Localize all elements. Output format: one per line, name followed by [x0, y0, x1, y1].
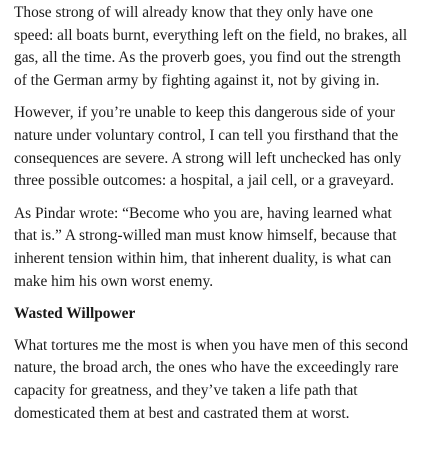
paragraph: As Pindar wrote: “Become who you are, having learned what that is.” A strong-willed man must know himself, because that inherent tension within him, that inherent duality, is what can make him his own worst enemy. — [14, 204, 397, 290]
paragraph: However, if you’re unable to keep this dangerous side of your nature under voluntary control, I can tell you firsthand that the consequences are severe. A strong will left unchecked has only three possible outcomes: a hospital, a jail cell, or a graveyard. — [14, 104, 402, 190]
section-heading: Wasted Willpower — [14, 305, 136, 323]
paragraph: What tortures me the most is when you have men of this second nature, the broad arch, the ones who have the exceedingly rare capacity for greatness, and they’ve taken a life path that domesticated them at best and castrated them at worst. — [14, 336, 409, 422]
paragraph: Those strong of will already know that they only have one speed: all boats burnt, everything left on the field, no brakes, all gas, all the time. As the proverb goes, you find out the strength of the German army by fighting against it, not by giving in. — [14, 4, 408, 89]
document-page — [14, 2, 414, 435]
